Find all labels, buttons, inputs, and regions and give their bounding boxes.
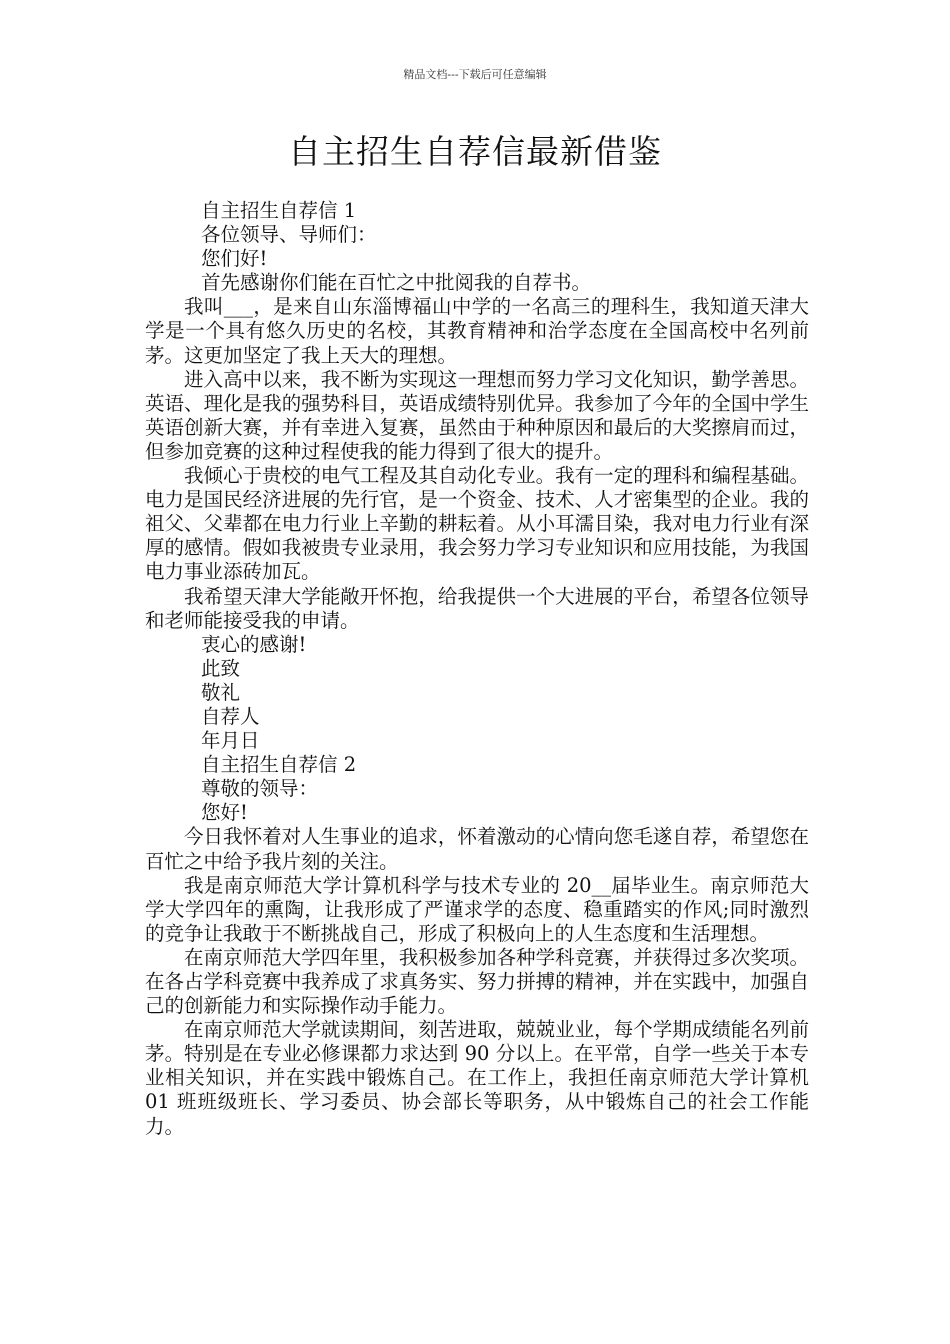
body-line: 您们好! [201, 247, 268, 271]
document-body [145, 199, 809, 1139]
body-line: 自主招生自荐信 2 [201, 753, 357, 777]
body-line: 各位领导、导师们： [201, 223, 377, 247]
body-paragraph: 在南京师范大学就读期间，刻苦进取，兢兢业业，每个学期成绩能名列前茅。特别是在专业必修课都力求达到 90 分以上。在平常，自学一些关于本专业相关知识，并在实践中锻炼自己。在工作上，我担任南京师范大学计算机 01 班班级班长、学习委员、协会部长等职务，从中锻炼自己的社会工作能力。 [145, 1018, 809, 1138]
body-paragraph: 进入高中以来，我不断为实现这一理想而努力学习文化知识，勤学善思。英语、理化是我的强势科目，英语成绩特别优异。我参加了今年的全国中学生英语创新大赛，并有幸进入复赛，虽然由于种种原因和最后的大奖擦肩而过，但参加竞赛的这种过程使我的能力得到了很大的提升。 [145, 367, 809, 463]
body-line: 尊敬的领导： [201, 777, 319, 801]
body-paragraph: 我是南京师范大学计算机科学与技术专业的 20__届毕业生。南京师范大学大学四年的熏陶，让我形成了严谨求学的态度、稳重踏实的作风;同时激烈的竞争让我敢于不断挑战自己，形成了积极向上的人生态度和生活理想。 [145, 873, 809, 945]
body-line: 敬礼 [201, 680, 241, 704]
body-paragraph: 我叫___，是来自山东淄博福山中学的一名高三的理科生，我知道天津大学是一个具有悠久历史的名校，其教育精神和治学态度在全国高校中名列前茅。这更加坚定了我上天大的理想。 [145, 295, 809, 367]
body-paragraph: 我希望天津大学能敞开怀抱，给我提供一个大进展的平台，希望各位领导和老师能接受我的申请。 [145, 584, 809, 632]
body-paragraph: 今日我怀着对人生事业的追求，怀着激动的心情向您毛遂自荐，希望您在百忙之中给予我片刻的关注。 [145, 825, 809, 873]
body-paragraph: 在南京师范大学四年里，我积极参加各种学科竞赛，并获得过多次奖项。在各占学科竞赛中我养成了求真务实、努力拼搏的精神，并在实践中，加强自己的创新能力和实际操作动手能力。 [145, 945, 809, 1018]
body-line: 自荐人 [201, 704, 260, 728]
header-note: 精品文档---下载后可任意编辑 [403, 68, 547, 81]
body-line: 年月日 [201, 729, 260, 753]
body-paragraph: 我倾心于贵校的电气工程及其自动化专业。我有一定的理科和编程基础。电力是国民经济进展的先行官，是一个资金、技术、人才密集型的企业。我的祖父、父辈都在电力行业上辛勤的耕耘着。从小耳濡目染，我对电力行业有深厚的感情。假如我被贵专业录用，我会努力学习专业知识和应用技能，为我国电力事业添砖加瓦。 [145, 464, 809, 584]
body-line: 衷心的感谢! [201, 632, 307, 656]
document-title: 自主招生自荐信最新借鉴 [288, 132, 662, 171]
body-line: 此致 [201, 656, 241, 680]
body-line: 自主招生自荐信 1 [201, 199, 357, 222]
body-line: 首先感谢你们能在百忙之中批阅我的自荐书。 [201, 271, 592, 295]
body-line: 您好! [201, 801, 248, 825]
